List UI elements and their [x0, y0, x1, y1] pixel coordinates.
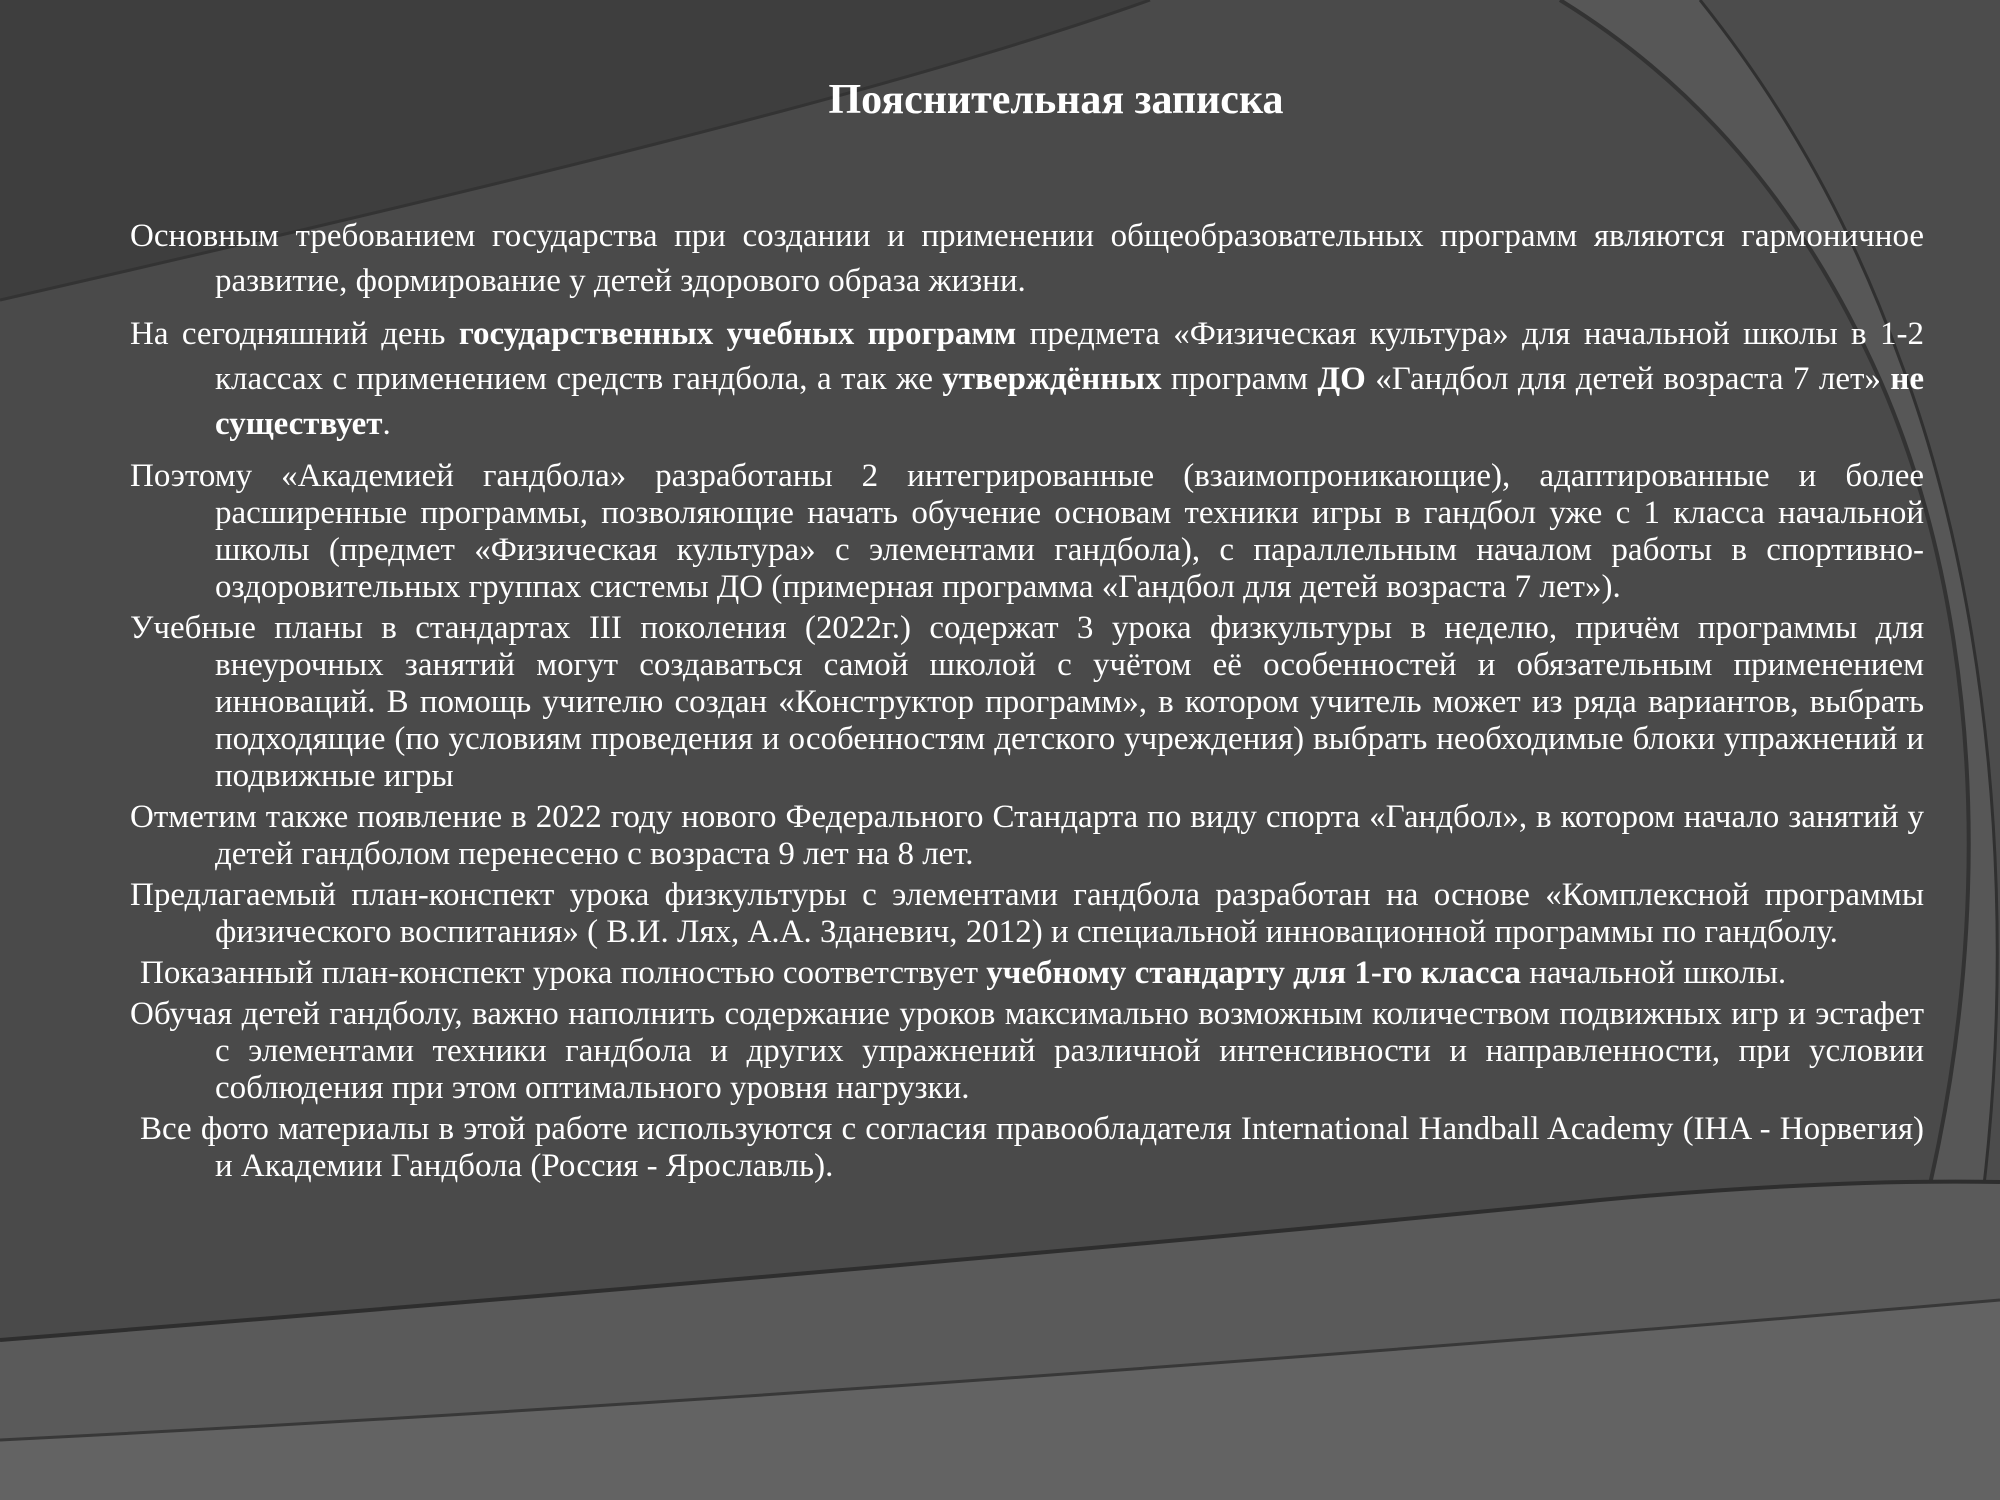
paragraph-2-bold-1: государственных учебных программ — [458, 316, 1017, 352]
paragraph-2-text-3: программ — [1161, 361, 1318, 397]
paragraph-9-text: Все фото материалы в этой работе используются с согласия правообладателя International Handball Academy (IHA - Норвегия) и Академии Гандбола (Россия - Ярославль). — [140, 1111, 1924, 1184]
paragraph-9 — [130, 1111, 1924, 1185]
paragraph-8-text: Обучая детей гандболу, важно наполнить содержание уроков максимально возможным количеством подвижных игр и эстафет с элементами техники гандбола и других упражнений различной интенсивности и направленности, при условии соблюдения при этом оптимального уровня нагрузки. — [130, 996, 1924, 1106]
paragraph-2-bold-2: утверждённых — [942, 361, 1162, 397]
paragraph-1 — [130, 214, 1924, 304]
paragraph-7-text-2: начальной школы. — [1521, 955, 1787, 991]
paragraph-7-bold-1: учебному стандарту для 1-го класса — [986, 955, 1522, 991]
slide-title: Пояснительная записка — [828, 77, 1284, 123]
paragraph-7 — [130, 955, 1924, 992]
paragraph-1-text: Основным требованием государства при создании и применении общеобразовательных программ являются гармоничное развитие, формирование у детей здорового образа жизни. — [130, 218, 1924, 299]
paragraph-2 — [130, 312, 1924, 447]
paragraph-6 — [130, 877, 1924, 951]
paragraph-3-text: Поэтому «Академией гандбола» разработаны 2 интегрированные (взаимопроникающие), адаптированные и более расширенные программы, позволяющие начать обучение основам техники игры в гандбол уже с 1 класса начальной школы (предмет «Физическая культура» с элементами гандбола), с параллельным началом работы в спортивно-оздоровительных группах системы ДО (примерная программа «Гандбол для детей возраста 7 лет»). — [130, 458, 1924, 605]
paragraph-2-text-2: предмета «Физическая культура» для начальной школы в 1-2 классах с применением средств гандбола, а так же — [215, 316, 1924, 397]
paragraph-2-text-1: На сегодняшний день — [130, 316, 459, 352]
paragraph-4-text: Учебные планы в стандартах III поколения (2022г.) содержат 3 урока физкультуры в неделю, причём программы для внеурочных занятий могут создаваться самой школой с учётом её особенностей и обязательным применением инноваций. В помощь учителю создан «Конструктор программ», в котором учитель может из ряда вариантов, выбрать подходящие (по условиям проведения и особенностям детского учреждения) выбрать необходимые блоки упражнений и подвижные игры — [130, 610, 1924, 794]
paragraph-8 — [130, 996, 1924, 1107]
paragraph-2-bold-3: ДО — [1317, 361, 1366, 397]
paragraph-2-text-5: . — [382, 406, 391, 442]
slide-body — [130, 214, 1924, 1185]
paragraph-4 — [130, 610, 1924, 795]
paragraph-2-bold-4: не существует — [215, 361, 1924, 442]
paragraph-3 — [130, 458, 1924, 606]
paragraph-2-text-4: «Гандбол для детей возраста 7 лет» — [1365, 361, 1891, 397]
paragraph-5 — [130, 799, 1924, 873]
paragraph-6-text: Предлагаемый план-конспект урока физкультуры с элементами гандбола разработан на основе «Комплексной программы физического воспитания» ( В.И. Лях, А.А. Зданевич, 2012) и специальной инновационной программы по гандболу. — [130, 877, 1924, 950]
paragraph-7-text-1: Показанный план-конспект урока полностью соответствует — [140, 955, 987, 991]
paragraph-5-text: Отметим также появление в 2022 году нового Федерального Стандарта по виду спорта «Гандбол», в котором начало занятий у детей гандболом перенесено с возраста 9 лет на 8 лет. — [130, 799, 1924, 872]
